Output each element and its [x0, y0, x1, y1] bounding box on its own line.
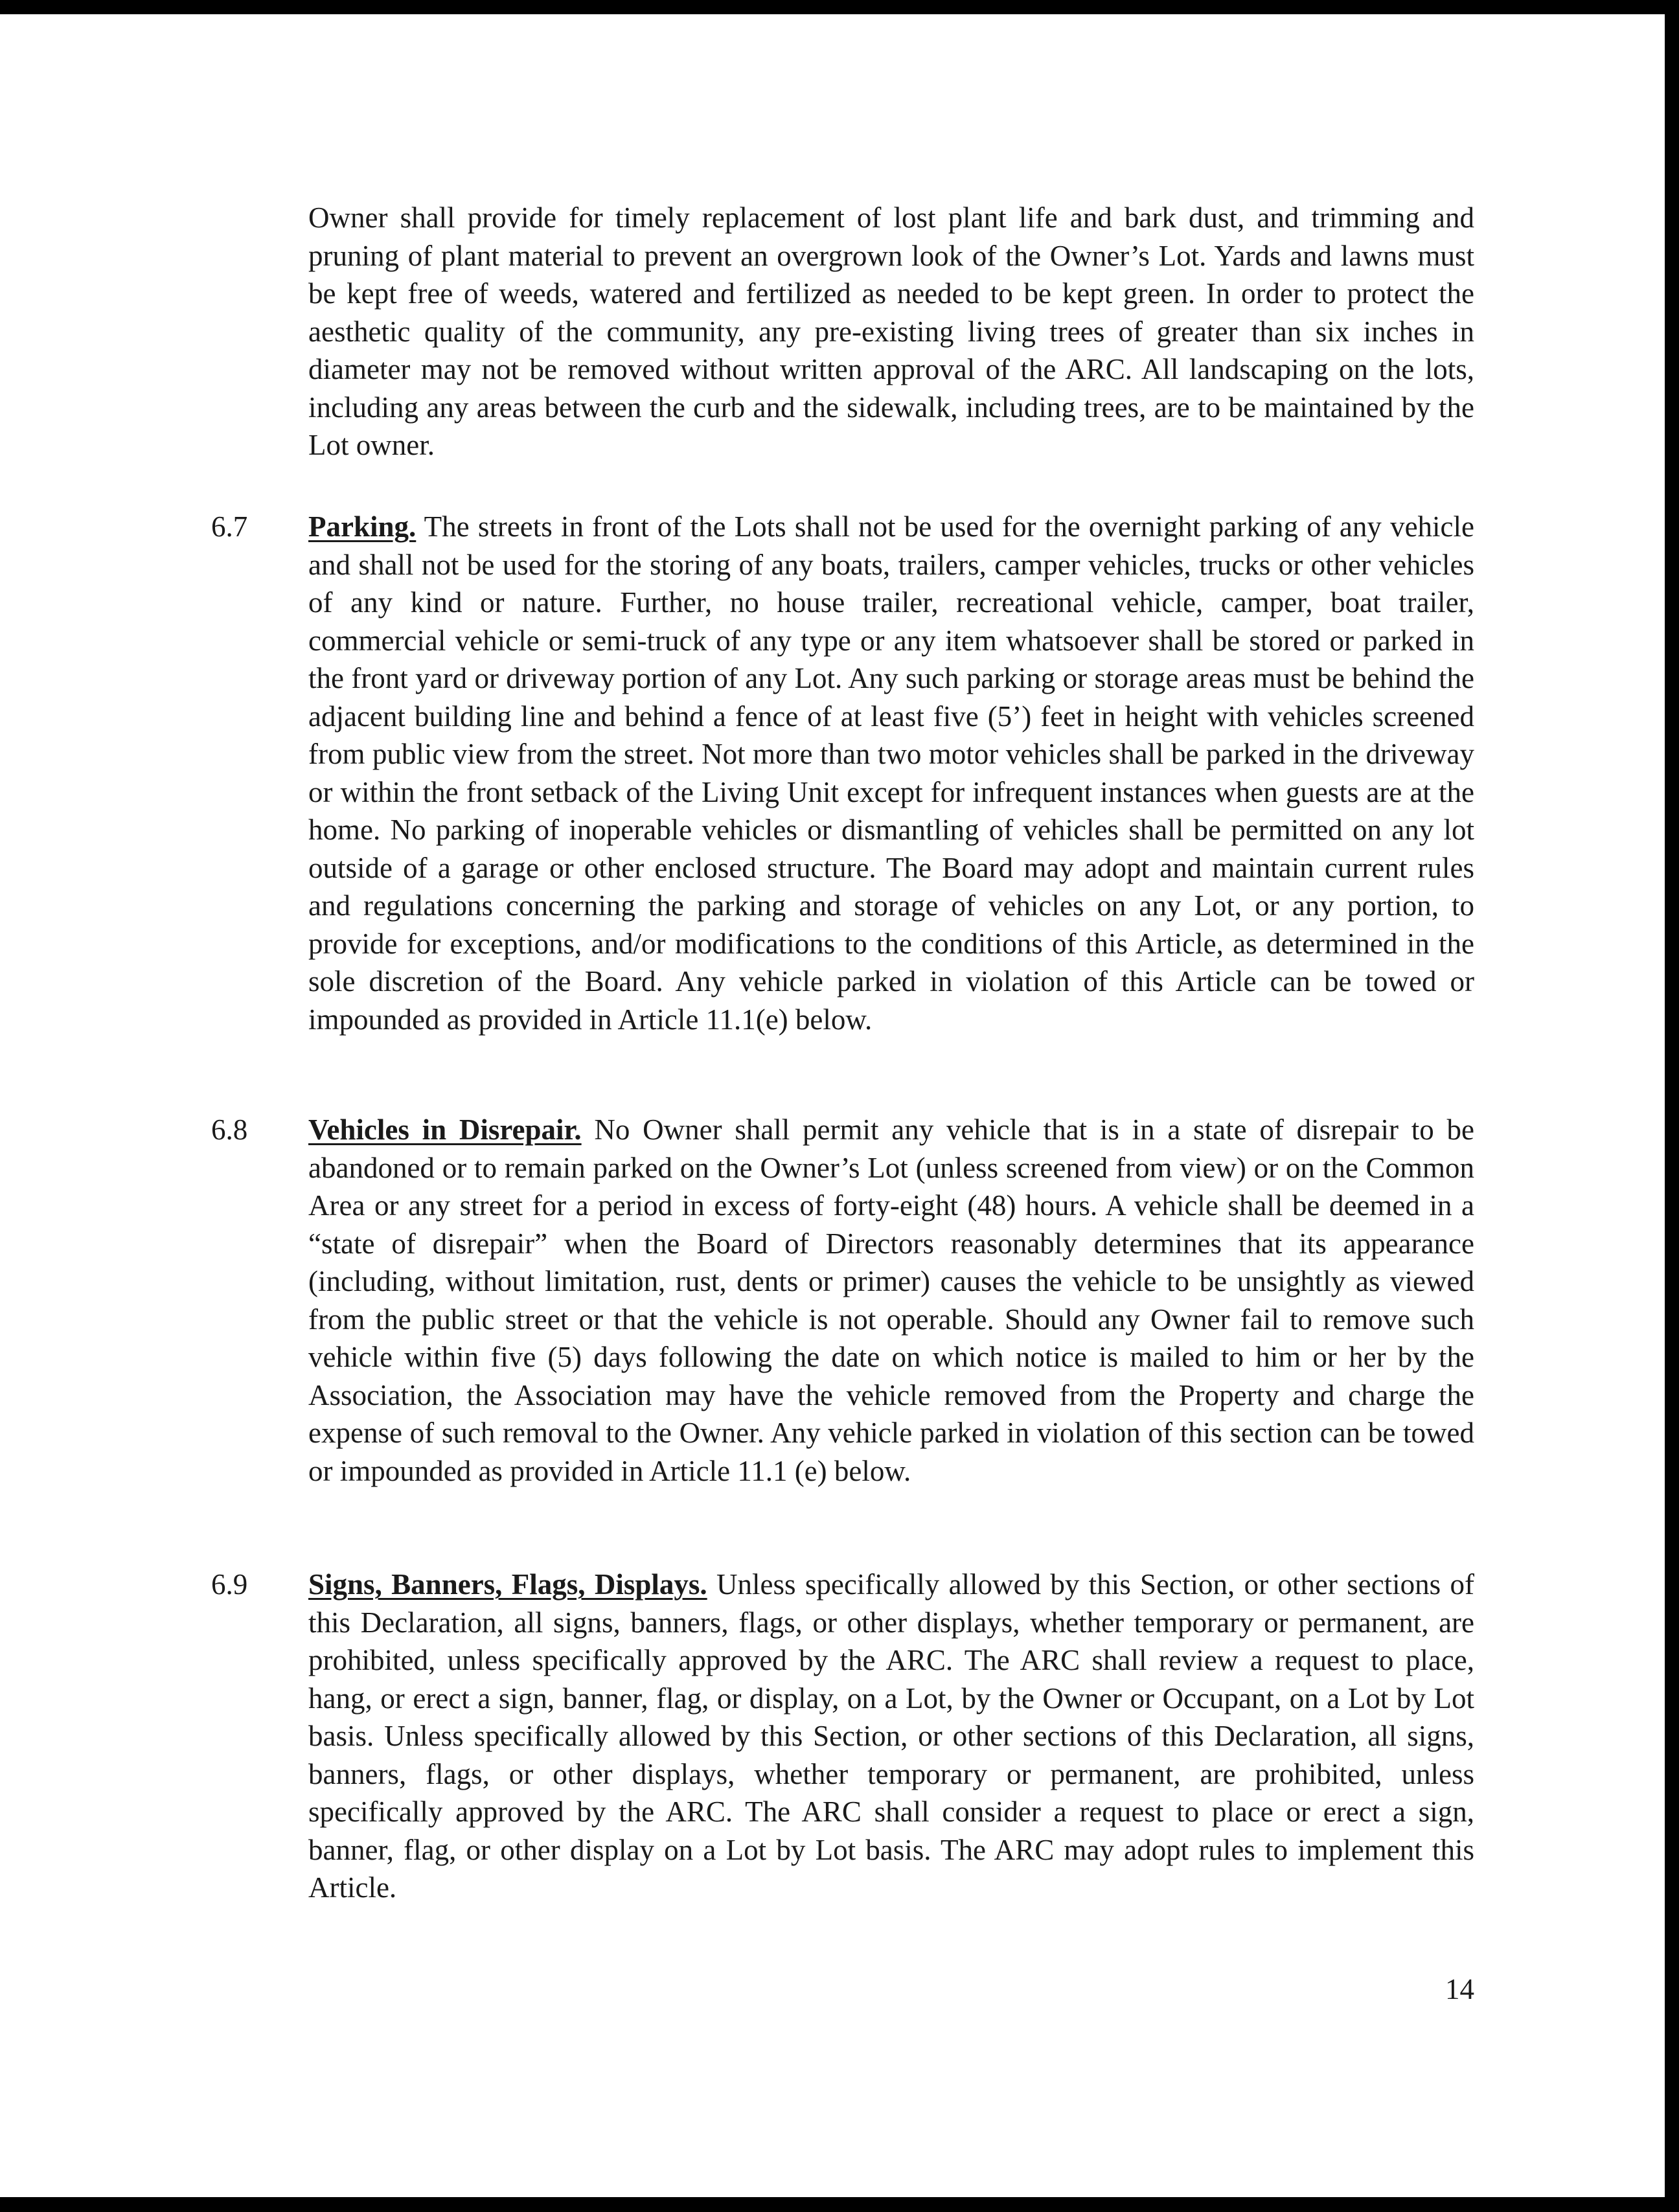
- document-page: [0, 14, 1665, 2197]
- section-title-parking: Parking.: [308, 510, 417, 543]
- section-text: Unless specifically allowed by this Section, or other sections of this Declaration, all signs, banners, flags, or other displays, whether temporary or permanent, are prohibited, unless specifically approved by the ARC. The ARC shall review a request to place, hang, or erect a sign, banner, flag, or display, on a Lot, by the Owner or Occupant, on a Lot by Lot basis. Unless specifically allowed by this Section, or other sections of this Declaration, all signs, banners, flags, or other displays, whether temporary or permanent, are prohibited, unless specifically approved by the ARC. The ARC shall consider a request to place or erect a sign, banner, flag, or other display on a Lot by Lot basis. The ARC may adopt rules to implement this Article.: [308, 1568, 1475, 1904]
- section-text: The streets in front of the Lots shall not be used for the overnight parking of any vehicle and shall not be used for the storing of any boats, trailers, camper vehicles, trucks or other vehicles of any kind or nature. Further, no house trailer, recreational vehicle, camper, boat trailer, commercial vehicle or semi-truck of any type or any item whatsoever shall be stored or parked in the front yard or driveway portion of any Lot. Any such parking or storage areas must be behind the adjacent building line and behind a fence of at least five (5’) feet in height with vehicles screened from public view from the street. Not more than two motor vehicles shall be parked in the driveway or within the front setback of the Living Unit except for infrequent instances when guests are at the home. No parking of inoperable vehicles or dismantling of vehicles shall be permitted on any lot outside of a garage or other enclosed structure. The Board may adopt and maintain current rules and regulations concerning the parking and storage of vehicles on any Lot, or any portion, to provide for exceptions, and/or modifications to the conditions of this Article, as determined in the sole discretion of the Board. Any vehicle parked in violation of this Article can be towed or impounded as provided in Article 11.1(e) below.: [308, 510, 1474, 1036]
- intro-paragraph: Owner shall provide for timely replacement of lost plant life and bark dust, and trimming and pruning of plant material to prevent an overgrown look of the Owner’s Lot. Yards and lawns must be kept free of weeds, watered and fertilized as needed to be kept green. In order to protect the aesthetic quality of the community, any pre-existing living trees of greater than six inches in diameter may not be removed without written approval of the ARC. All landscaping on the lots, including any areas between the curb and the sidewalk, including trees, are to be maintained by the Lot owner.: [308, 201, 1474, 461]
- page-content: [0, 14, 1665, 2197]
- section-title-vehicles-in-disrepair: Vehicles in Disrepair.: [308, 1113, 582, 1146]
- section-paragraph: [308, 1566, 1474, 1907]
- section-number: 6.7: [211, 510, 248, 543]
- section-title-signs-banners-flags-displays: Signs, Banners, Flags, Displays.: [308, 1568, 707, 1601]
- section-paragraph: [308, 1111, 1474, 1490]
- section-number: 6.9: [211, 1568, 248, 1601]
- section-text: No Owner shall permit any vehicle that is in a state of disrepair to be abandoned or to remain parked on the Owner’s Lot (unless screened from view) or on the Common Area or any street for a period in excess of forty-eight (48) hours. A vehicle shall be deemed in a “state of disrepair” when the Board of Directors reasonably determines that its appearance (including, without limitation, rust, dents or primer) causes the vehicle to be unsightly as viewed from the public street or that the vehicle is not operable. Should any Owner fail to remove such vehicle within five (5) days following the date on which notice is mailed to him or her by the Association, the Association may have the vehicle removed from the Property and charge the expense of such removal to the Owner. Any vehicle parked in violation of this section can be towed or impounded as provided in Article 11.1 (e) below.: [308, 1113, 1474, 1487]
- section-number: 6.8: [211, 1113, 248, 1146]
- section-paragraph: [308, 508, 1474, 1038]
- page-number: 14: [1445, 1973, 1474, 2005]
